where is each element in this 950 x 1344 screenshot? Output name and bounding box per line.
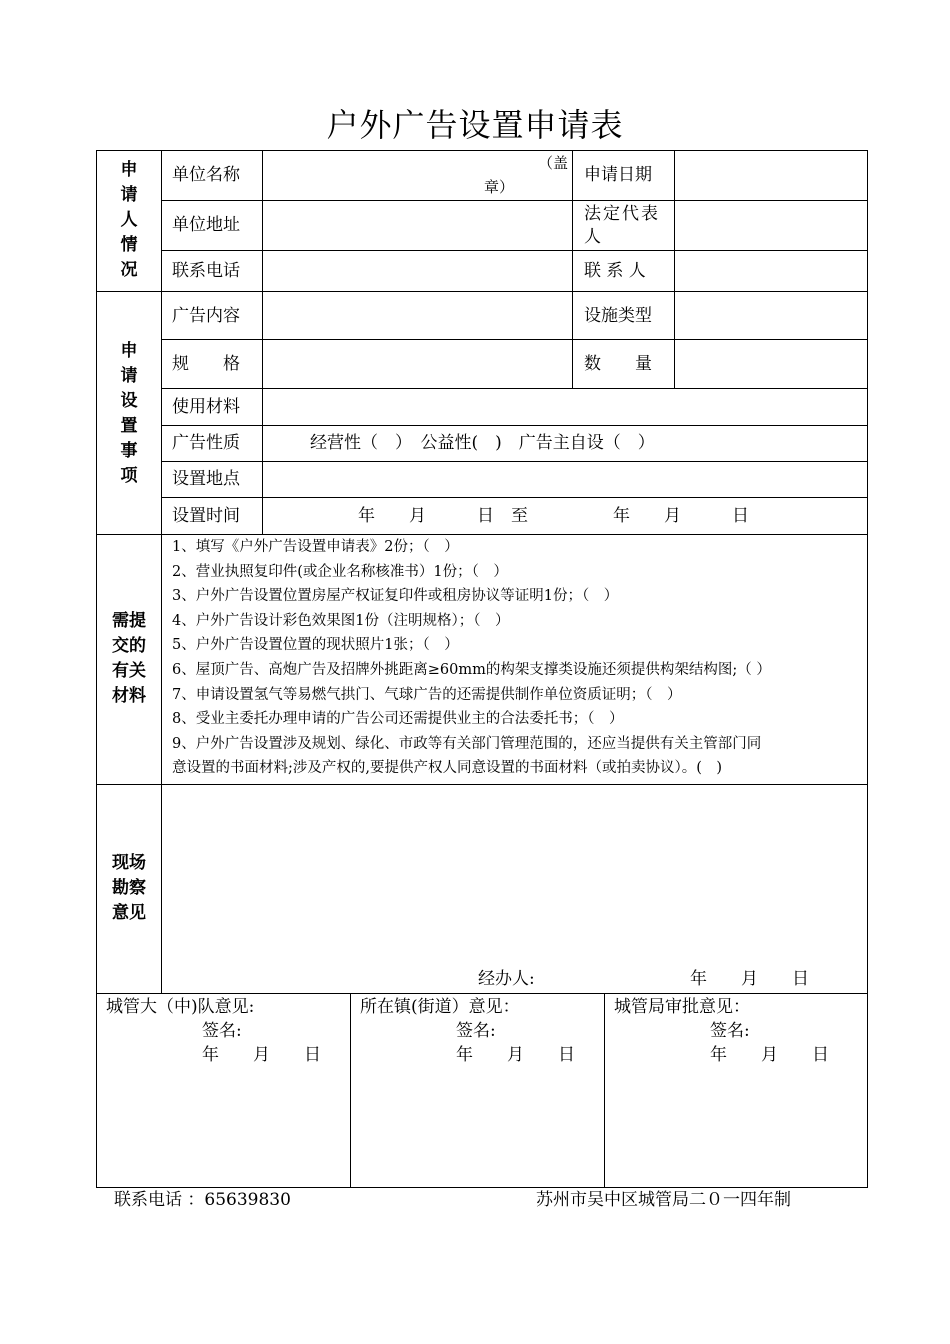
phone-label: 联系电话 (172, 261, 240, 281)
footer-issuer: 苏州市吴中区城管局二０一四年制 (536, 1190, 791, 1210)
seal-note: （盖 (538, 154, 569, 172)
section-items-header: 申请设置事项 (120, 341, 138, 486)
approval-town-sign: 签名: (456, 1021, 496, 1041)
material-item-8: 8、受业主委托办理申请的广告公司还需提供业主的合法委托书；（ ） (172, 711, 624, 728)
material-item-1: 1、填写《户外广告设置申请表》2份；（ ） (172, 539, 459, 555)
section-survey-header: 现场勘察意见 (112, 853, 146, 923)
material-item-5: 5、户外广告设置位置的现状照片1张；（ ） (172, 637, 459, 654)
period-value: 年 月 日 至 年 月 日 (358, 506, 749, 526)
apply-date-label: 申请日期 (584, 165, 652, 185)
material-label: 使用材料 (172, 397, 240, 417)
seal-note-2: 章） (484, 178, 515, 196)
approval-team-sign: 签名: (202, 1021, 242, 1041)
material-item-7: 7、申请设置氢气等易燃气拱门、气球广告的还需提供制作单位资质证明；（ ） (172, 686, 682, 703)
material-item-6: 6、屋顶广告、高炮广告及招牌外挑距离≥60mm的构架支撑类设施还须提供构架结构图;（ ） (172, 662, 771, 678)
section-applicant-header: 申请人情况 (120, 160, 138, 280)
unit-address-label: 单位地址 (172, 215, 240, 235)
approval-team-label: 城管大（中)队意见: (106, 997, 255, 1017)
section-materials-header: 需提交的有关材料 (112, 611, 146, 706)
approval-bureau-label: 城管局审批意见： (614, 997, 750, 1017)
approval-town-label: 所在镇(街道）意见： (360, 997, 520, 1017)
legal-rep-label: 法定代表 (584, 204, 660, 224)
quantity-label: 数 量 (584, 354, 652, 374)
ad-content-label: 广告内容 (172, 306, 240, 326)
material-item-3: 3、户外广告设置位置房屋产权证复印件或租房协议等证明1份；（ ） (172, 588, 619, 605)
material-item-2: 2、营业执照复印件(或企业名称核准书）1份；（ ） (172, 563, 508, 580)
handler-label: 经办人: (478, 969, 535, 989)
approval-town-date: 年 月 日 (456, 1045, 575, 1065)
spec-label: 规 格 (172, 354, 240, 374)
legal-rep-label-2: 人 (584, 227, 601, 247)
approval-bureau-date: 年 月 日 (710, 1045, 829, 1065)
ad-nature-options: 经营性（ ） 公益性( ) 广告主自设（ ） (310, 433, 655, 453)
facility-type-label: 设施类型 (584, 306, 652, 326)
approval-bureau-sign: 签名: (710, 1021, 750, 1041)
page-title: 户外广告设置申请表 (326, 106, 624, 144)
material-item-9-cont: 意设置的书面材料;涉及产权的,要提供产权人同意设置的书面材料（或拍卖协议）。( ) (172, 760, 723, 777)
period-label: 设置时间 (172, 506, 240, 526)
ad-nature-label: 广告性质 (172, 433, 240, 453)
unit-name-label: 单位名称 (172, 165, 240, 185)
material-item-4: 4、户外广告设计彩色效果图1份（注明规格）；（ ） (172, 612, 510, 629)
material-item-9: 9、户外广告设置涉及规划、绿化、市政等有关部门管理范围的，还应当提供有关主管部门同 (172, 735, 762, 752)
footer-phone: 联系电话 ：65639830 (114, 1190, 291, 1210)
contact-label: 联 系 人 (584, 261, 646, 281)
handler-date: 年 月 日 (690, 969, 809, 989)
approval-team-date: 年 月 日 (202, 1045, 321, 1065)
location-label: 设置地点 (172, 469, 240, 489)
